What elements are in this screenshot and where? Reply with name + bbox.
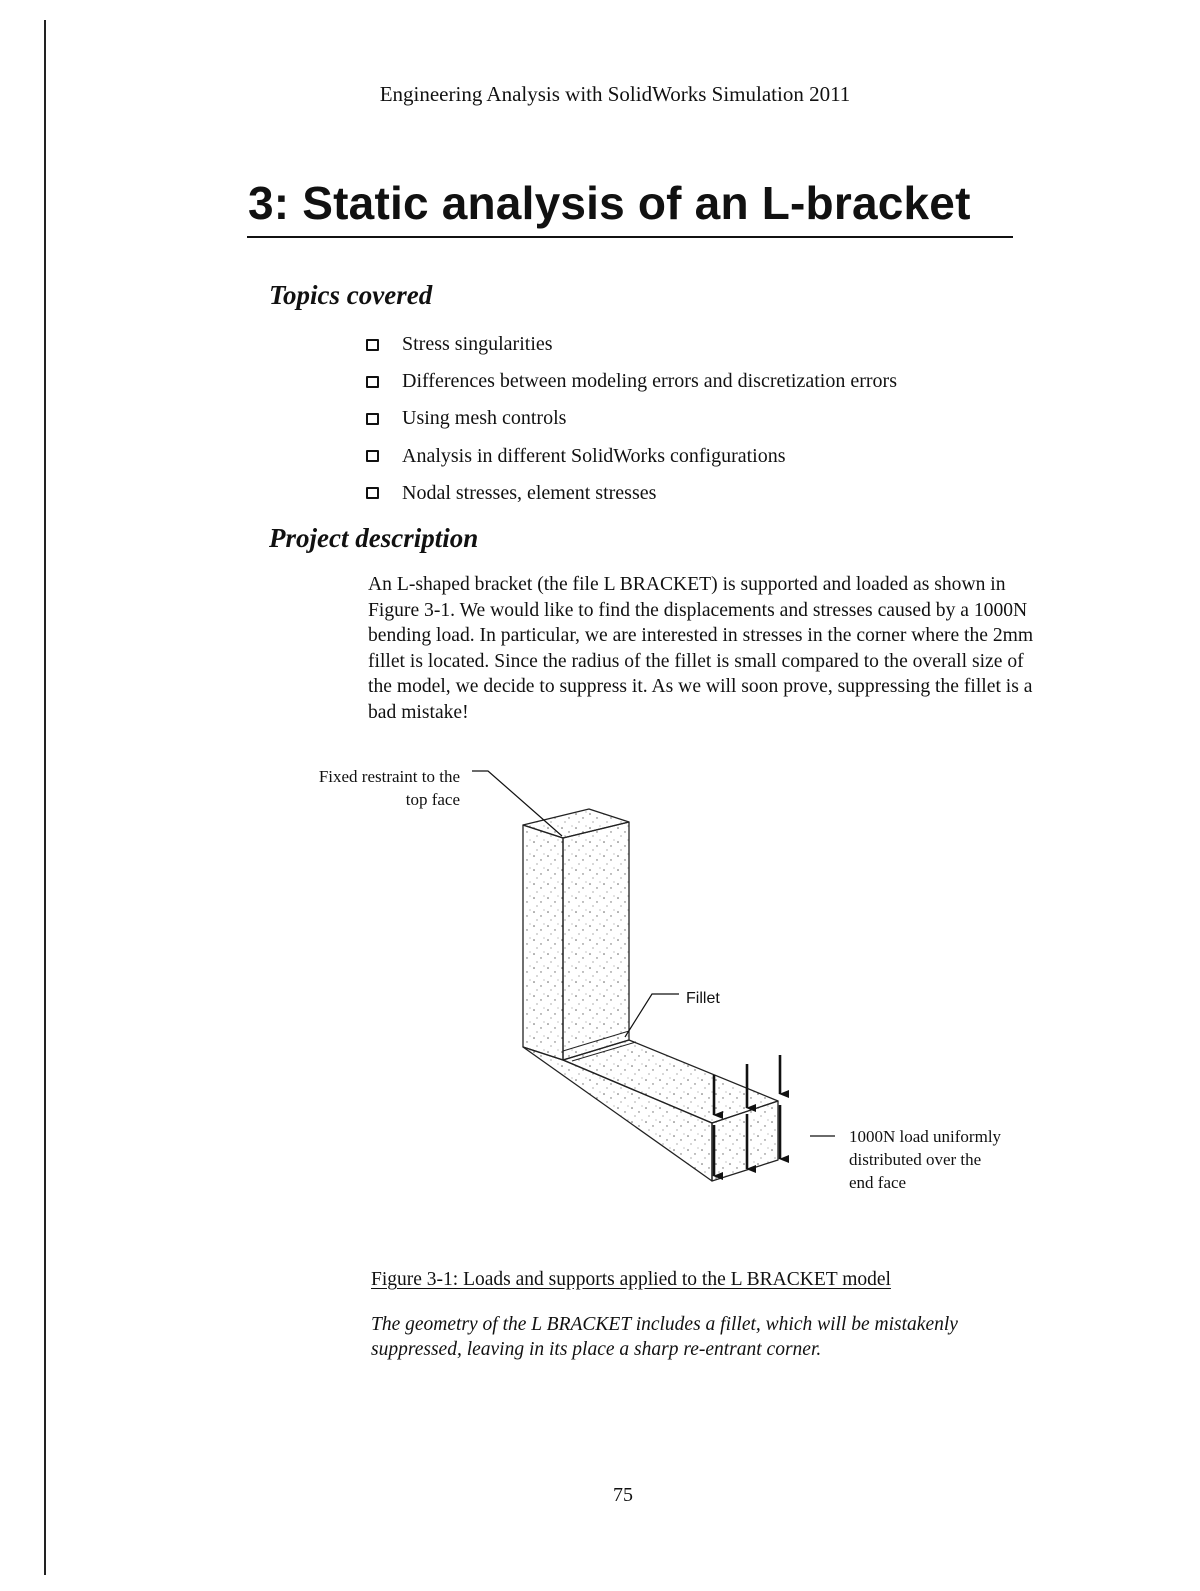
fillet-callout: Fillet — [686, 990, 720, 1007]
list-item — [366, 438, 897, 475]
list-item — [366, 400, 897, 437]
figure-3-1 — [280, 755, 1040, 1215]
column-front-face — [523, 825, 563, 1060]
topic-text: Stress singularities — [402, 333, 553, 356]
fixed-restraint-callout — [319, 765, 460, 811]
checkbox-icon — [366, 376, 379, 388]
topics-heading: Topics covered — [269, 280, 433, 310]
project-description: An L-shaped bracket (the file L BRACKET) is supported and loaded as shown in Figure 3-1. We would like to find the displacements and stresses caused by a 1000N bending load. In particular, we are interested in stresses in the corner where the 2mm fillet is located. Since the radius of the fillet is small compared to the overall size of the model, we decide to suppress it. As we will soon prove, suppressing the fillet is a bad mistake! — [368, 574, 1034, 723]
figure-note: The geometry of the L BRACKET includes a fillet, which will be mistakenly suppressed, leaving in its place a sharp re-entrant corner. — [371, 1314, 958, 1360]
checkbox-icon — [366, 339, 379, 351]
callout-line: top face — [405, 790, 460, 809]
topic-text: Using mesh controls — [402, 407, 567, 430]
checkbox-icon — [366, 413, 379, 425]
callout-line: Fixed restraint to the — [318, 767, 460, 786]
list-item — [366, 326, 897, 363]
page-number: 75 — [613, 1484, 633, 1506]
page-binding-edge — [44, 20, 46, 1575]
callout-line: distributed over the — [849, 1150, 982, 1169]
column-inner-face — [563, 822, 629, 1060]
running-header: Engineering Analysis with SolidWorks Simulation 2011 — [379, 82, 851, 106]
fillet-leader — [625, 994, 679, 1037]
callout-line: 1000N load uniformly — [849, 1127, 1002, 1146]
list-item — [366, 475, 897, 512]
callout-line: end face — [849, 1173, 907, 1192]
load-callout — [849, 1125, 1049, 1194]
topic-text: Differences between modeling errors and discretization errors — [402, 370, 897, 393]
chapter-title: 3: Static analysis of an L-bracket — [248, 177, 971, 229]
title-underline — [247, 236, 1013, 238]
project-heading: Project description — [269, 523, 479, 553]
list-item — [366, 363, 897, 400]
checkbox-icon — [366, 487, 379, 499]
figure-caption: Figure 3-1: Loads and supports applied to the L BRACKET model — [371, 1269, 891, 1290]
checkbox-icon — [366, 450, 379, 462]
topic-text: Nodal stresses, element stresses — [402, 481, 657, 504]
topic-text: Analysis in different SolidWorks configurations — [402, 444, 786, 467]
topics-list — [366, 326, 897, 512]
